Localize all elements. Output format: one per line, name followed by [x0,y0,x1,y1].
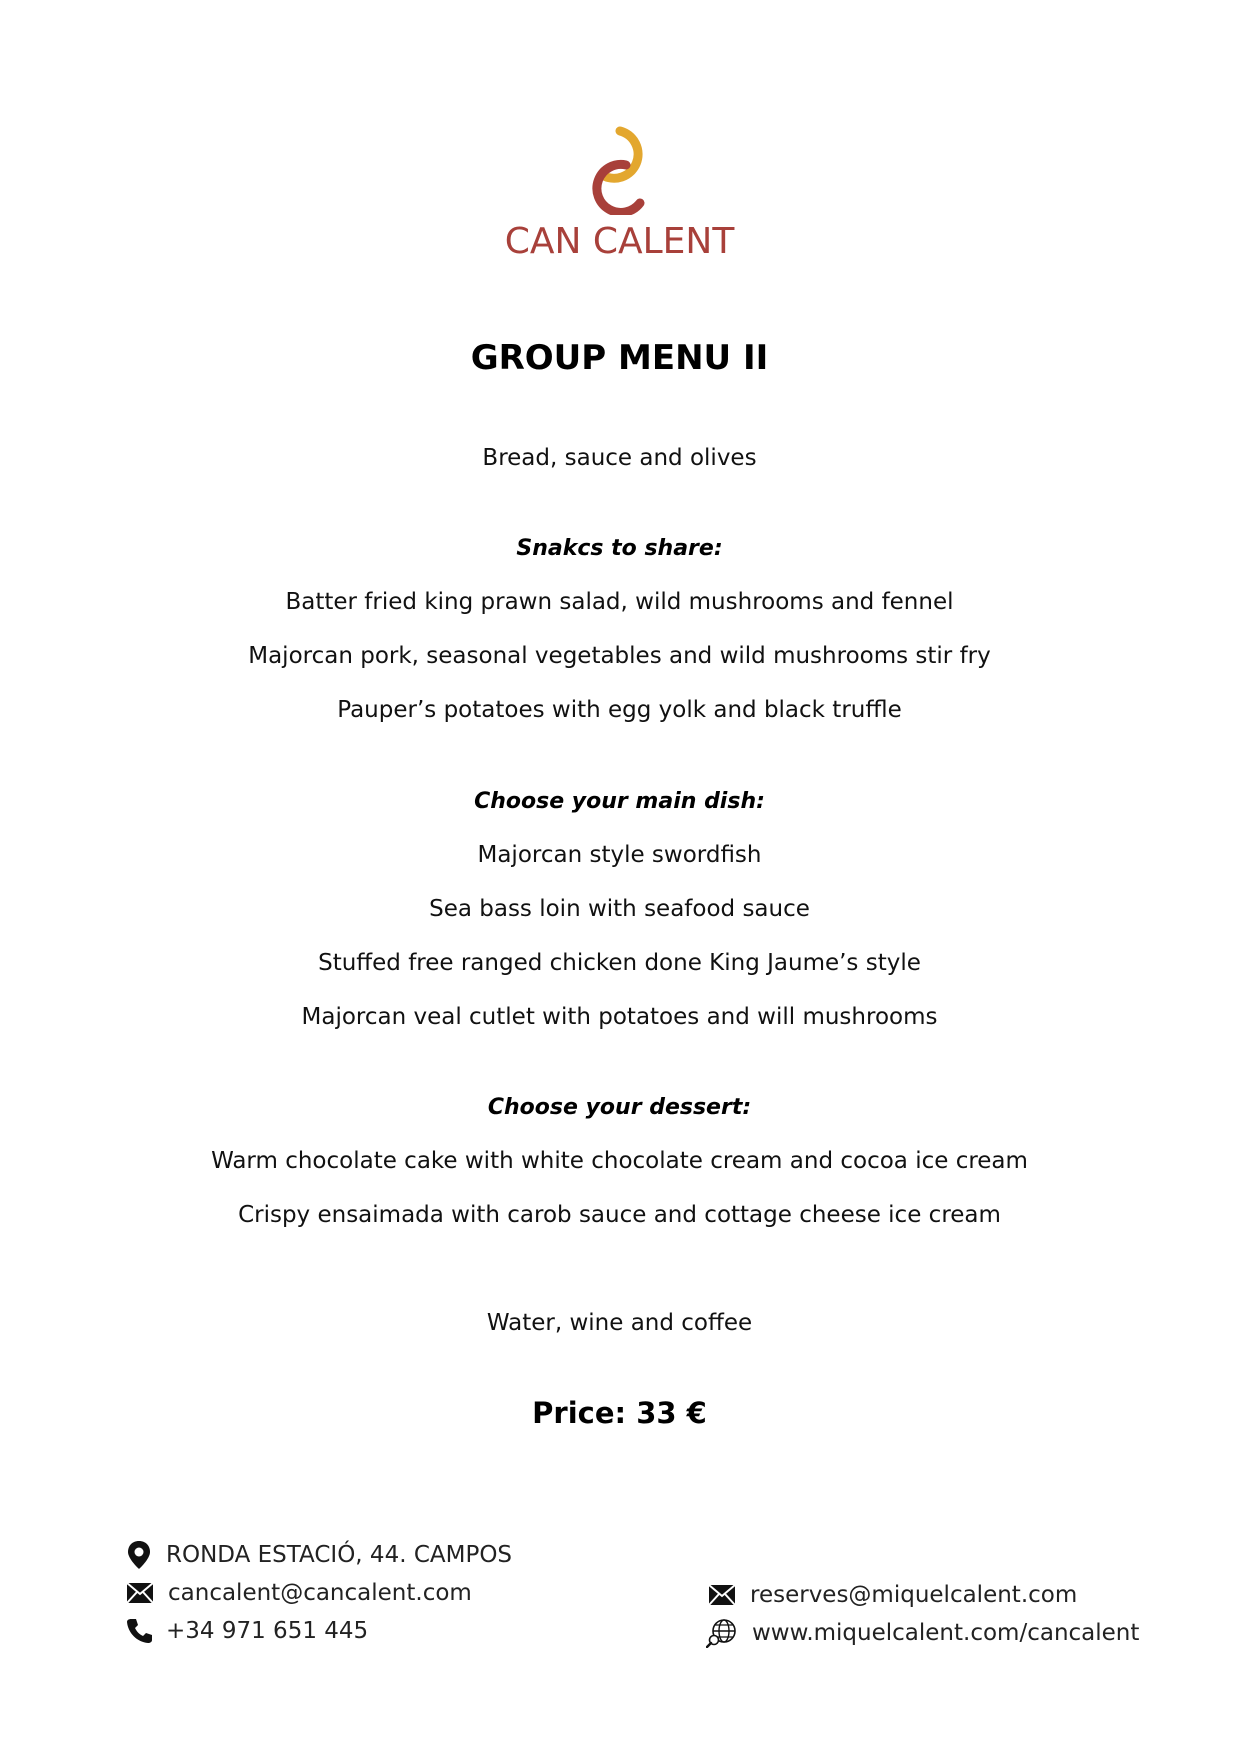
globe-icon [706,1618,738,1648]
contact-phone[interactable] [126,1616,368,1646]
menu-item: Crispy ensaimada with carob sauce and cottage cheese ice cream [238,1202,1001,1228]
envelope-icon [126,1582,154,1604]
contact-email[interactable] [126,1578,472,1608]
brand-logo [0,125,1239,262]
contact-website[interactable] [706,1618,1139,1648]
menu-intro: Bread, sauce and olives [482,445,757,471]
phone-link[interactable]: +34 971 651 445 [166,1618,369,1644]
section-heading-main: Choose your main dish: [474,789,765,814]
contact-reservations[interactable] [708,1580,1077,1610]
logo-mark-icon [580,125,660,215]
address-text: RONDA ESTACIÓ, 44. CAMPOS [166,1542,513,1568]
menu-item: Majorcan veal cutlet with potatoes and will mushrooms [301,1004,938,1030]
location-pin-icon [126,1540,152,1570]
menu-item: Stuffed free ranged chicken done King Jaume’s style [318,950,921,976]
section-heading-dessert: Choose your dessert: [487,1095,752,1120]
phone-icon [126,1618,152,1644]
menu-drinks: Water, wine and coffee [486,1310,753,1336]
section-heading-snacks: Snakcs to share: [516,536,723,561]
page-title: GROUP MENU II [470,338,769,378]
menu-item: Sea bass loin with seafood sauce [429,896,810,922]
menu-price: Price: 33 € [532,1396,707,1430]
menu-item: Batter fried king prawn salad, wild mushrooms and fennel [285,589,954,615]
email-link[interactable]: cancalent@cancalent.com [168,1580,472,1606]
contact-address [126,1540,512,1570]
menu-item: Warm chocolate cake with white chocolate cream and cocoa ice cream [211,1148,1028,1174]
menu-item: Majorcan style swordfish [477,842,762,868]
brand-name: CAN CALENT [504,221,735,262]
menu-item: Pauper’s potatoes with egg yolk and black truffle [337,697,902,723]
envelope-icon [708,1584,736,1606]
website-link[interactable]: www.miquelcalent.com/cancalent [752,1620,1140,1646]
reservations-email-link[interactable]: reserves@miquelcalent.com [750,1582,1078,1608]
menu-item: Majorcan pork, seasonal vegetables and wild mushrooms stir fry [248,643,991,669]
